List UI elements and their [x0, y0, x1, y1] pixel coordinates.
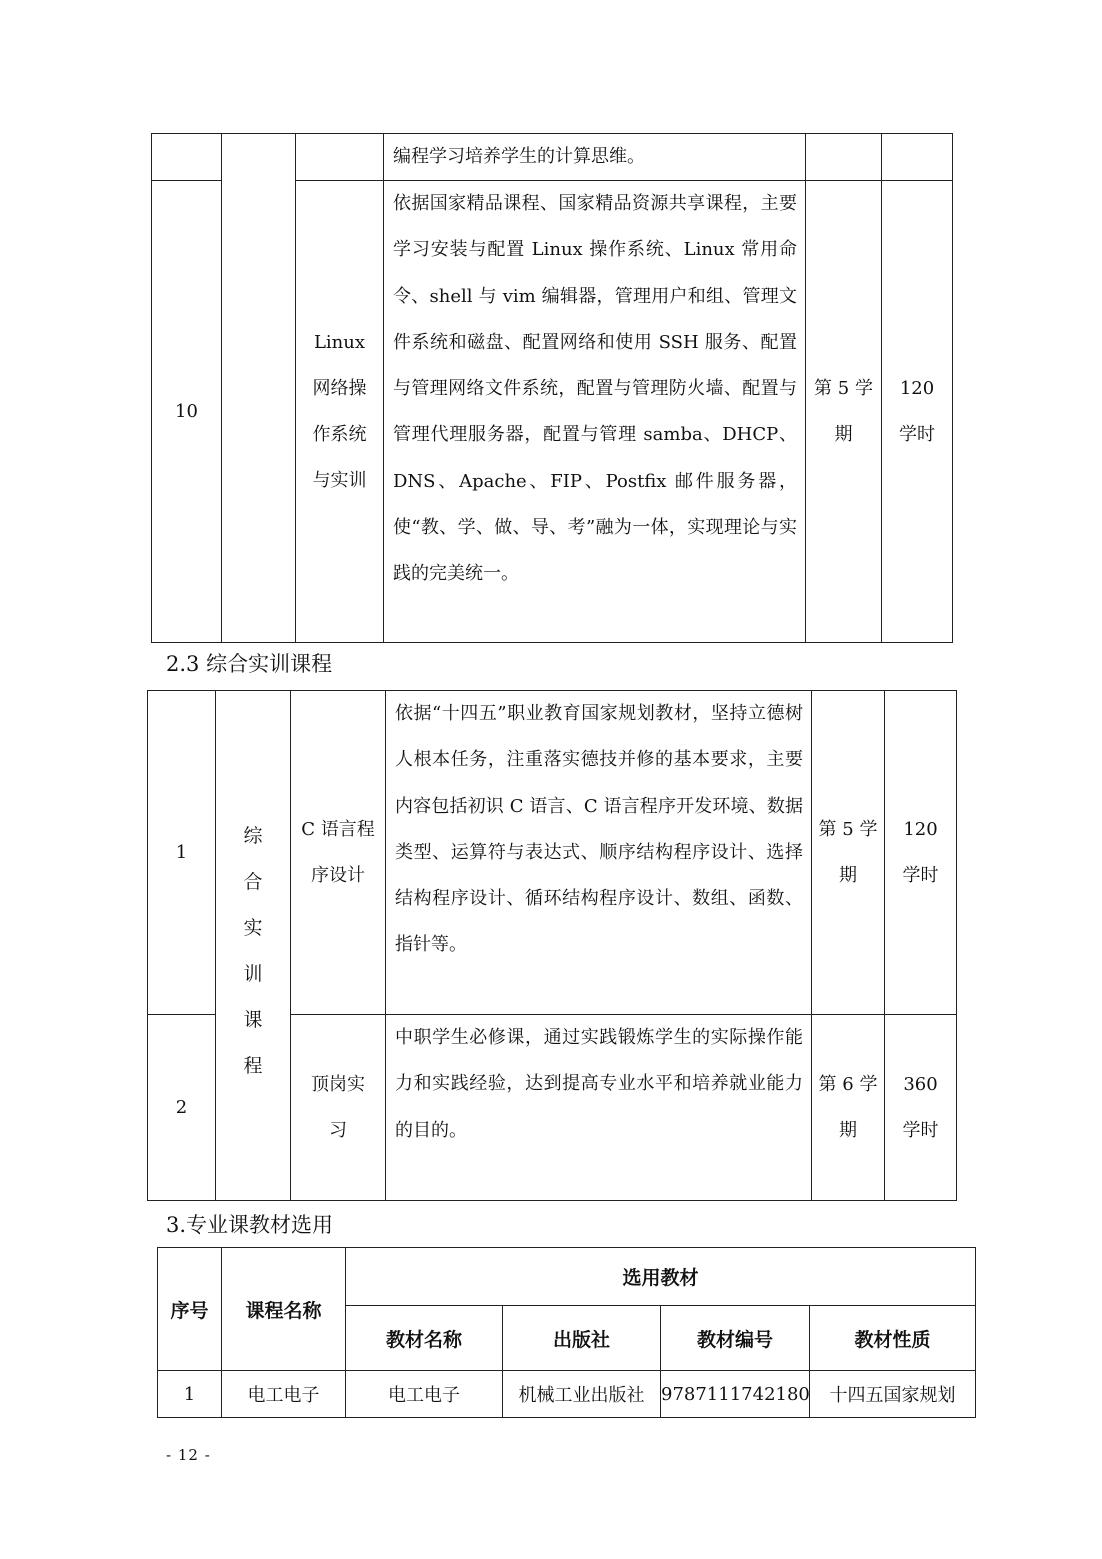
semester: 第 5 学 期 [806, 181, 882, 643]
cell-textbook-name: 电工电子 [346, 1371, 503, 1418]
header-selected-textbook: 选用教材 [346, 1248, 976, 1306]
cell-textbook-nature: 十四五国家规划 [810, 1371, 976, 1418]
category-label: 综 合 实 训 课 程 [216, 691, 291, 1201]
cell-publisher: 机械工业出版社 [503, 1371, 661, 1418]
page-number: - 12 - [166, 1446, 211, 1464]
header-textbook-nature: 教材性质 [810, 1306, 976, 1371]
course-name: Linux 网络操 作系统 与实训 [296, 181, 384, 643]
course-table-continued [151, 133, 953, 643]
header-publisher: 出版社 [503, 1306, 661, 1371]
table-header-row [158, 1248, 976, 1306]
textbook-selection-table [157, 1247, 976, 1418]
hours-cell [882, 134, 953, 181]
row-number: 10 [152, 181, 222, 643]
course-name-cell [296, 134, 384, 181]
table-row [152, 134, 953, 181]
comprehensive-training-table [147, 690, 957, 1201]
course-name: 顶岗实 习 [291, 1015, 386, 1201]
row-number: 2 [148, 1015, 216, 1201]
table-row [148, 691, 957, 1015]
class-hours: 120 学时 [882, 181, 953, 643]
header-course-name: 课程名称 [222, 1248, 346, 1371]
cell-course-name: 电工电子 [222, 1371, 346, 1418]
class-hours: 360 学时 [885, 1015, 957, 1201]
semester: 第 6 学 期 [812, 1015, 885, 1201]
header-textbook-number: 教材编号 [661, 1306, 810, 1371]
semester-cell [806, 134, 882, 181]
section-heading-textbook-selection: 3.专业课教材选用 [166, 1213, 334, 1237]
header-seq: 序号 [158, 1248, 222, 1371]
semester: 第 5 学 期 [812, 691, 885, 1015]
row-number: 1 [148, 691, 216, 1015]
cell-textbook-number: 9787111742180 [661, 1371, 810, 1418]
course-description: 中职学生必修课，通过实践锻炼学生的实际操作能力和实践经验，达到提高专业水平和培养就业能力的目的。 [386, 1015, 812, 1201]
category-cell [222, 134, 296, 643]
cell-seq: 1 [158, 1371, 222, 1418]
course-description: 依据国家精品课程、国家精品资源共享课程，主要学习安装与配置 Linux 操作系统、Linux 常用命令、shell 与 vim 编辑器，管理用户和组、管理文件系统和磁盘、配置网络和使用 SSH 服务、配置与管理网络文件系统，配置与管理防火墙、配置与管理代理服务器，配置与管理 samba、DHCP、DNS、Apache、FIP、Postfix 邮件服务器，使“教、学、做、导、考”融为一体，实现理论与实践的完美统一。 [384, 181, 806, 643]
course-name: C 语言程 序设计 [291, 691, 386, 1015]
course-description: 编程学习培养学生的计算思维。 [384, 134, 806, 181]
course-description: 依据“十四五”职业教育国家规划教材，坚持立德树人根本任务，注重落实德技并修的基本要求，主要内容包括初识 C 语言、C 语言程序开发环境、数据类型、运算符与表达式、顺序结构程序设计、选择结构程序设计、循环结构程序设计、数组、函数、指针等。 [386, 691, 812, 1015]
header-textbook-name: 教材名称 [346, 1306, 503, 1371]
class-hours: 120 学时 [885, 691, 957, 1015]
table-row [158, 1371, 976, 1418]
section-heading-comprehensive-training: 2.3 综合实训课程 [166, 652, 333, 676]
row-number-cell [152, 134, 222, 181]
